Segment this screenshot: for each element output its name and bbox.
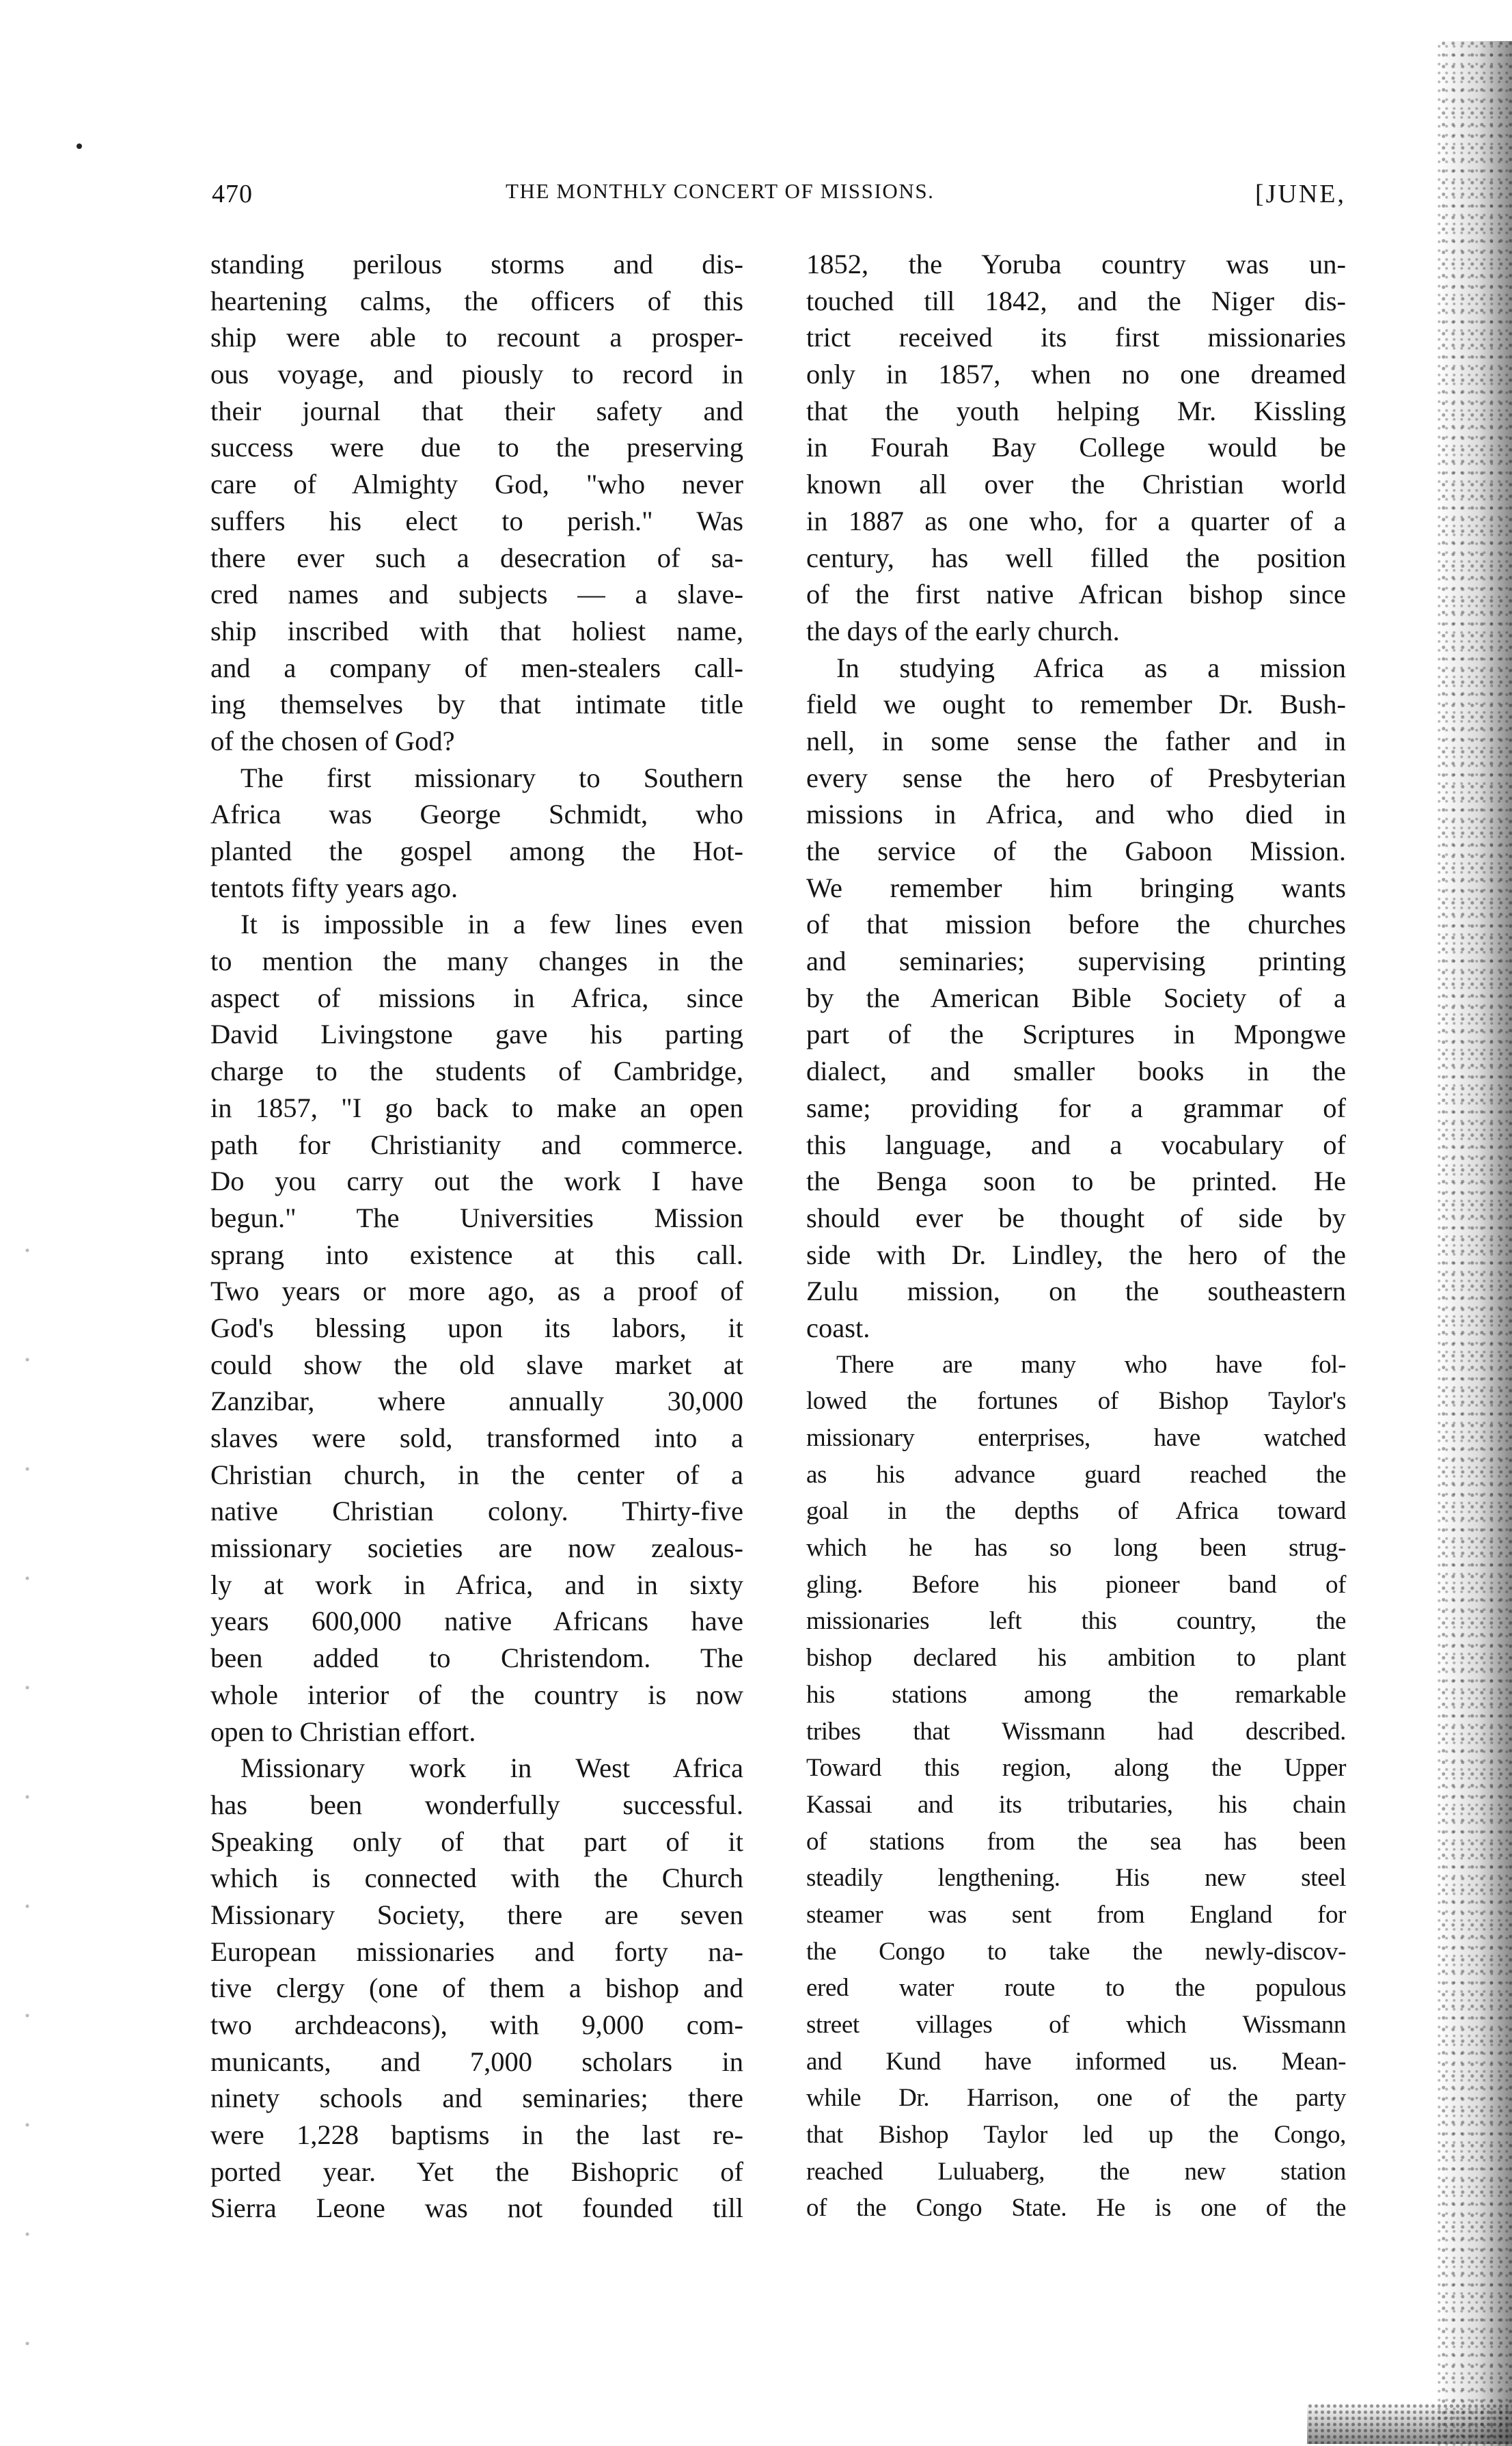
text-line: suffers his elect to perish." Was [210,505,743,536]
text-line: Missionary work in West Africa [240,1753,743,1784]
page-number: 470 [212,180,253,208]
text-line: could show the old slave market at [210,1349,743,1380]
text-line: side with Dr. Lindley, the hero of the [806,1239,1346,1270]
text-line: European missionaries and forty na- [210,1936,743,1967]
text-line: of the Congo State. He is one of the [806,2194,1346,2223]
text-line: ly at work in Africa, and in sixty [210,1569,743,1600]
right-column [806,246,1346,2227]
text-line: every sense the hero of Presbyterian [806,762,1346,793]
text-line: 1852, the Yoruba country was un- [806,249,1346,279]
text-line: their journal that their safety and [210,395,743,426]
text-line: Africa was George Schmidt, who [210,799,743,830]
text-line: were 1,228 baptisms in the last re- [210,2119,743,2151]
text-line: of that mission before the churches [806,909,1346,940]
text-line: sprang into existence at this call. [210,1239,743,1270]
text-line: native Christian colony. Thirty-five [210,1496,743,1527]
text-line: steadily lengthening. His new steel [806,1864,1346,1893]
text-line: and seminaries; supervising printing [806,946,1346,977]
text-line: has been wonderfully successful. [210,1789,743,1820]
text-line: the Congo to take the newly-discov- [806,1937,1346,1966]
text-line: cred names and subjects — a slave- [210,579,743,610]
text-line: ous voyage, and piously to record in [210,359,743,390]
text-line: of stations from the sea has been [806,1827,1346,1856]
text-line: Sierra Leone was not founded till [210,2193,743,2224]
text-line: missions in Africa, and who died in [806,799,1346,830]
text-line: the Benga soon to be printed. He [806,1166,1346,1197]
text-line: tive clergy (one of them a bishop and [210,1973,743,2004]
text-line: success were due to the preserving [210,432,743,463]
text-line: Christian church, in the center of a [210,1459,743,1490]
text-line: by the American Bible Society of a [806,982,1346,1013]
text-line: steamer was sent from England for [806,1900,1346,1929]
text-line: coast. [806,1312,870,1343]
text-line: gling. Before his pioneer band of [806,1570,1346,1599]
text-line: in 1857, "I go back to make an open [210,1092,743,1123]
text-line: his stations among the remarkable [806,1680,1346,1709]
text-line: God's blessing upon its labors, it [210,1312,743,1343]
text-line: begun." The Universities Mission [210,1202,743,1233]
text-line: charge to the students of Cambridge, [210,1056,743,1087]
text-line: tribes that Wissmann had described. [806,1717,1346,1746]
text-line: of the first native African bishop since [806,579,1346,610]
text-line: should ever be thought of side by [806,1202,1346,1233]
text-line: this language, and a vocabulary of [806,1129,1346,1160]
text-line: Missionary Society, there are seven [210,1899,743,1930]
text-line: century, has well filled the position [806,542,1346,573]
text-line: in 1887 as one who, for a quarter of a [806,505,1346,536]
text-line: touched till 1842, and the Niger dis- [806,285,1346,316]
text-line: tentots fifty years ago. [210,872,458,903]
text-line: to mention the many changes in the [210,946,743,977]
text-line: as his advance guard reached the [806,1460,1346,1489]
text-line: Zulu mission, on the southeastern [806,1276,1346,1307]
text-line: which is connected with the Church [210,1863,743,1894]
page-header [212,179,1346,220]
text-line: planted the gospel among the Hot- [210,836,743,866]
text-line: There are many who have fol- [836,1350,1346,1379]
text-line: Kassai and its tributaries, his chain [806,1790,1346,1819]
text-line: dialect, and smaller books in the [806,1056,1346,1087]
text-line: been added to Christendom. The [210,1643,743,1674]
text-line: trict received its first missionaries [806,322,1346,353]
text-line: only in 1857, when no one dreamed [806,359,1346,390]
text-line: ered water route to the populous [806,1974,1346,2003]
text-line: part of the Scriptures in Mpongwe [806,1019,1346,1050]
page-edge-shadow [1437,41,1512,2446]
text-line: Toward this region, along the Upper [806,1754,1346,1783]
text-line: known all over the Christian world [806,469,1346,500]
text-line: the service of the Gaboon Mission. [806,836,1346,866]
text-line: It is impossible in a few lines even [240,909,743,940]
text-line: and Kund have informed us. Mean- [806,2047,1346,2076]
text-line: heartening calms, the officers of this [210,285,743,316]
text-line: the days of the early church. [806,615,1120,646]
text-line: whole interior of the country is now [210,1679,743,1710]
text-line: years 600,000 native Africans have [210,1606,743,1637]
text-line: field we ought to remember Dr. Bush- [806,689,1346,720]
text-line: ship were able to recount a prosper- [210,322,743,353]
text-line: slaves were sold, transformed into a [210,1423,743,1453]
running-title: THE MONTHLY CONCERT OF MISSIONS. [506,179,935,203]
text-line: in Fourah Bay College would be [806,432,1346,463]
text-line: In studying Africa as a mission [836,652,1346,683]
text-line: David Livingstone gave his parting [210,1019,743,1050]
text-line: reached Luluaberg, the new station [806,2157,1346,2186]
text-line: missionary enterprises, have watched [806,1424,1346,1452]
text-line: of the chosen of God? [210,725,455,756]
text-line: while Dr. Harrison, one of the party [806,2084,1346,2113]
text-line: same; providing for a grammar of [806,1092,1346,1123]
text-line: Zanzibar, where annually 30,000 [210,1386,743,1417]
text-line: ing themselves by that intimate title [210,689,743,720]
text-line: aspect of missions in Africa, since [210,982,743,1013]
text-line: ported year. Yet the Bishopric of [210,2156,743,2187]
text-line: ship inscribed with that holiest name, [210,615,743,646]
text-line: The first missionary to Southern [240,762,743,793]
text-line: Speaking only of that part of it [210,1826,743,1857]
text-line: lowed the fortunes of Bishop Taylor's [806,1387,1346,1416]
text-line: there ever such a desecration of sa- [210,542,743,573]
margin-specks [14,1196,41,2426]
text-line: care of Almighty God, "who never [210,469,743,500]
text-line: Two years or more ago, as a proof of [210,1276,743,1307]
text-line: missionaries left this country, the [806,1607,1346,1636]
text-line: missionary societies are now zealous- [210,1533,743,1564]
text-line: that Bishop Taylor led up the Congo, [806,2121,1346,2149]
text-line: path for Christianity and commerce. [210,1129,743,1160]
text-line: which he has so long been strug- [806,1534,1346,1563]
text-line: goal in the depths of Africa toward [806,1497,1346,1526]
text-line: open to Christian effort. [210,1716,476,1747]
text-line: Do you carry out the work I have [210,1166,743,1197]
text-line: bishop declared his ambition to plant [806,1644,1346,1673]
text-line: ninety schools and seminaries; there [210,2083,743,2114]
text-line: municants, and 7,000 scholars in [210,2046,743,2077]
text-line: nell, in some sense the father and in [806,725,1346,756]
left-column [210,246,743,2227]
stray-mark [77,143,82,149]
text-line: standing perilous storms and dis- [210,249,743,279]
text-line: street villages of which Wissmann [806,2011,1346,2039]
page-corner-shadow [1307,2403,1512,2444]
text-line: and a company of men-stealers call- [210,652,743,683]
text-line: We remember him bringing wants [806,872,1346,903]
text-line: that the youth helping Mr. Kissling [806,395,1346,426]
section-marker: [JUNE, [1254,180,1346,208]
text-line: two archdeacons), with 9,000 com- [210,2009,743,2040]
